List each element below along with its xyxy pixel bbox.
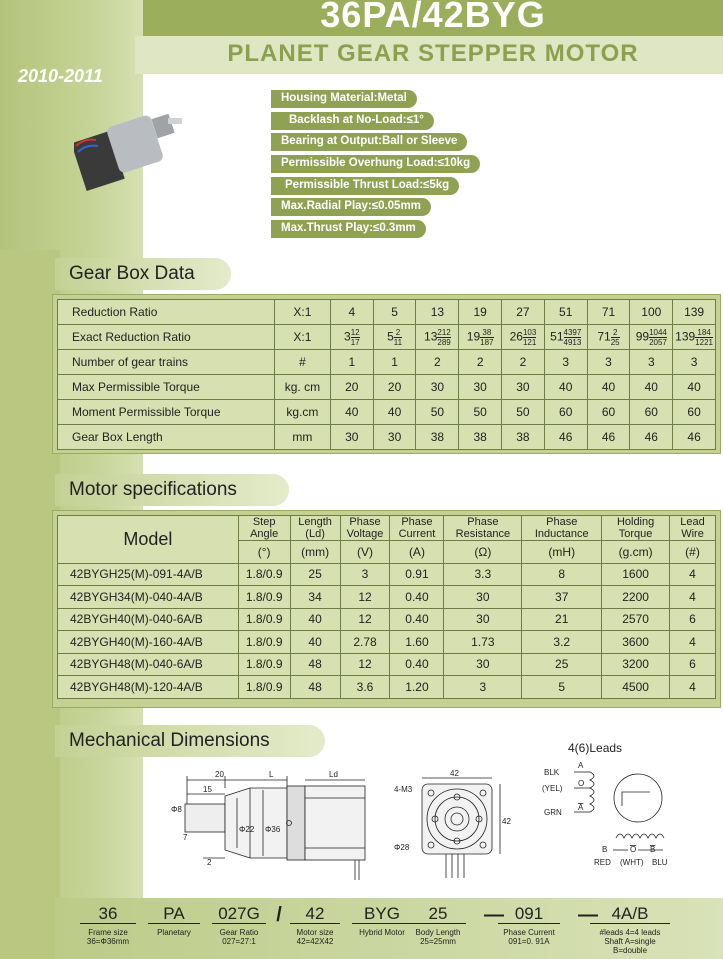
row-label: Moment Permissible Torque (58, 400, 275, 425)
code-description: #leads 4=4 leads Shaft A=single B=double (599, 928, 661, 955)
pin-o: O (578, 779, 585, 788)
table-row (58, 653, 716, 676)
dim-phi8: Φ8 (171, 805, 182, 814)
spec-housing: Housing Material:Metal (271, 90, 417, 108)
fraction-cell (459, 325, 502, 350)
wire-grn: GRN (544, 808, 562, 817)
numerator: 184 (695, 328, 713, 338)
dim-L: L (269, 770, 274, 779)
numerator: 4397 (563, 327, 582, 337)
fraction-cell (673, 325, 716, 350)
numerator: 1044 (649, 327, 667, 337)
numerator: 2 (395, 327, 401, 337)
table-cell: 48 (290, 653, 340, 676)
table-cell: 30 (416, 375, 459, 400)
model-header: Model (58, 516, 239, 564)
dim-7: 7 (183, 833, 188, 842)
table-cell: 19 (459, 300, 502, 325)
whole: 99 (635, 329, 650, 344)
table-cell: 0.40 (390, 586, 444, 609)
table-cell: 2200 (602, 586, 670, 609)
table-cell: 30 (444, 608, 522, 631)
pin-bbar: B (650, 845, 656, 854)
dim-20: 20 (215, 770, 224, 779)
table-cell: 20 (330, 375, 373, 400)
model-cell: 42BYGH40(M)-160-4A/B (58, 631, 239, 654)
table-cell: 3 (544, 350, 587, 375)
table-cell: 30 (373, 425, 416, 450)
table-cell: 60 (544, 400, 587, 425)
table-cell: 12 (340, 608, 390, 631)
table-cell: 71 (587, 300, 630, 325)
table-cell: 1.20 (390, 676, 444, 699)
table-cell: 4 (670, 586, 716, 609)
code-description: Phase Current 091=0. 91A (503, 928, 555, 946)
code-description: Body Length 25=25mm (415, 928, 461, 946)
denominator: 11 (393, 337, 403, 347)
model-cell: 42BYGH40(M)-040-6A/B (58, 608, 239, 631)
row-label: Number of gear trains (58, 350, 275, 375)
code-segment: 4A/B (590, 904, 670, 924)
table-cell: 1.73 (444, 631, 522, 654)
table-cell: 50 (416, 400, 459, 425)
table-cell: 1.8/0.9 (238, 586, 290, 609)
table-cell: 27 (502, 300, 545, 325)
dim-phi28: Φ28 (394, 843, 410, 852)
table-cell: 46 (544, 425, 587, 450)
mech-heading: Mechanical Dimensions (55, 725, 325, 757)
leads-label: 4(6)Leads (568, 741, 623, 755)
table-cell: 1.60 (390, 631, 444, 654)
unit-cell: X:1 (274, 325, 330, 350)
whole: 13 (424, 329, 438, 344)
header-row (58, 516, 716, 541)
table-cell: 50 (502, 400, 545, 425)
table-cell: 40 (330, 400, 373, 425)
left-band-lower (0, 250, 60, 959)
code-segment: — (578, 904, 598, 926)
table-cell: 40 (290, 631, 340, 654)
table-cell: 20 (373, 375, 416, 400)
code-description: Motor size 42=42X42 (296, 928, 334, 946)
denominator: 17 (350, 337, 360, 347)
column-header: Holding Torque (602, 516, 670, 541)
whole: 26 (509, 329, 523, 344)
table-cell: 2 (416, 350, 459, 375)
unit-cell: kg. cm (274, 375, 330, 400)
whole: 5 (387, 329, 394, 344)
denominator: 187 (480, 337, 494, 347)
wire-yel: (YEL) (542, 784, 563, 793)
whole: 139 (675, 329, 696, 344)
table-cell: 1.8/0.9 (238, 563, 290, 586)
table-cell: 30 (459, 375, 502, 400)
dim-4-M3: 4-M3 (394, 785, 413, 794)
code-description: Planetary (157, 928, 191, 937)
table-cell: 40 (630, 375, 673, 400)
table-cell: 30 (330, 425, 373, 450)
code-segment: — (484, 904, 504, 926)
column-header: Step Angle (238, 516, 290, 541)
table-cell: 1 (330, 350, 373, 375)
spec-thrust: Permissible Thrust Load:≤5kg (271, 177, 459, 195)
table-cell: 2.78 (340, 631, 390, 654)
table-cell: 3 (444, 676, 522, 699)
pin-a: A (578, 761, 584, 770)
denominator: 1221 (695, 337, 713, 347)
dim-42-top: 42 (450, 769, 459, 778)
table-cell: 30 (502, 375, 545, 400)
fraction-cell (544, 325, 587, 350)
fraction-cell (502, 325, 545, 350)
table-cell: 5 (373, 300, 416, 325)
unit-cell: kg.cm (274, 400, 330, 425)
table-cell: 40 (544, 375, 587, 400)
table-cell: 4 (330, 300, 373, 325)
unit-cell: (g.cm) (602, 541, 670, 564)
table-cell: 4 (670, 563, 716, 586)
column-header: Lead Wire (670, 516, 716, 541)
table-row (58, 631, 716, 654)
table-cell: 3 (340, 563, 390, 586)
unit-cell: X:1 (274, 300, 330, 325)
unit-cell: (V) (340, 541, 390, 564)
table-cell: 46 (587, 425, 630, 450)
code-segment: 25 (410, 904, 466, 924)
table-row (58, 400, 716, 425)
whole: 3 (344, 329, 351, 344)
dim-2: 2 (207, 858, 212, 867)
table-row (58, 425, 716, 450)
denominator: 2057 (649, 337, 667, 347)
column-header: Phase Current (390, 516, 444, 541)
page-title: 36PA/42BYG (320, 0, 546, 35)
code-segment: 42 (290, 904, 340, 924)
spec-overhung: Permissible Overhung Load:≤10kg (271, 155, 480, 173)
table-cell: 3 (630, 350, 673, 375)
fraction-cell (373, 325, 416, 350)
pin-abar: A (578, 803, 584, 812)
table-cell: 51 (544, 300, 587, 325)
denominator: 4913 (563, 337, 582, 347)
table-cell: 34 (290, 586, 340, 609)
column-header: Phase Resistance (444, 516, 522, 541)
table-cell: 2 (459, 350, 502, 375)
wiring-diagram (538, 740, 688, 870)
dim-phi36: Φ36 (265, 825, 281, 834)
unit-cell: (°) (238, 541, 290, 564)
wire-wht: (WHT) (620, 858, 644, 867)
pin-b: B (602, 845, 608, 854)
table-cell: 4 (670, 676, 716, 699)
motor-heading: Motor specifications (55, 474, 289, 506)
wire-red: RED (594, 858, 611, 867)
table-cell: 30 (444, 653, 522, 676)
table-cell: 139 (673, 300, 716, 325)
spec-radial-play: Max.Radial Play:≤0.05mm (271, 198, 431, 216)
column-header: Phase Inductance (522, 516, 602, 541)
side-view-drawing (165, 768, 385, 883)
whole: 71 (597, 329, 611, 344)
unit-cell: (Ω) (444, 541, 522, 564)
table-cell: 4500 (602, 676, 670, 699)
table-cell: 21 (522, 608, 602, 631)
dim-42-side: 42 (502, 817, 511, 826)
unit-cell: (mH) (522, 541, 602, 564)
table-cell: 25 (522, 653, 602, 676)
table-cell: 1 (373, 350, 416, 375)
model-cell: 42BYGH25(M)-091-4A/B (58, 563, 239, 586)
page-subtitle: PLANET GEAR STEPPER MOTOR (227, 40, 639, 67)
numerator: 103 (522, 327, 537, 337)
code-segment: PA (148, 904, 200, 924)
table-cell: 12 (340, 653, 390, 676)
table-cell: 0.40 (390, 653, 444, 676)
table-cell: 8 (522, 563, 602, 586)
unit-cell: (A) (390, 541, 444, 564)
front-view-drawing (392, 768, 517, 883)
table-cell: 1.8/0.9 (238, 653, 290, 676)
table-cell: 3.6 (340, 676, 390, 699)
table-cell: 100 (630, 300, 673, 325)
unit-cell: (mm) (290, 541, 340, 564)
table-cell: 46 (630, 425, 673, 450)
table-row (58, 300, 716, 325)
year-label: 2010-2011 (18, 66, 103, 86)
row-label: Max Permissible Torque (58, 375, 275, 400)
table-cell: 48 (290, 676, 340, 699)
wire-blu: BLU (652, 858, 668, 867)
table-cell: 3.3 (444, 563, 522, 586)
code-segment: 027G (212, 904, 266, 924)
whole: 51 (550, 329, 564, 344)
model-cell: 42BYGH48(M)-120-4A/B (58, 676, 239, 699)
table-cell: 13 (416, 300, 459, 325)
row-label: Reduction Ratio (58, 300, 275, 325)
table-cell: 46 (673, 425, 716, 450)
table-cell: 30 (444, 586, 522, 609)
fraction-cell (587, 325, 630, 350)
table-cell: 40 (587, 375, 630, 400)
table-cell: 38 (502, 425, 545, 450)
unit-cell: (#) (670, 541, 716, 564)
fraction-cell (416, 325, 459, 350)
denominator: 121 (522, 337, 537, 347)
table-row (58, 350, 716, 375)
code-description: Gear Ratio 027=27:1 (219, 928, 259, 946)
table-row (58, 586, 716, 609)
column-header: Length (Ld) (290, 516, 340, 541)
row-label: Gear Box Length (58, 425, 275, 450)
table-cell: 60 (630, 400, 673, 425)
table-cell: 12 (340, 586, 390, 609)
model-cell: 42BYGH34(M)-040-4A/B (58, 586, 239, 609)
table-cell: 3.2 (522, 631, 602, 654)
gearbox-table (57, 299, 716, 450)
table-row (58, 325, 716, 350)
table-cell: 1.8/0.9 (238, 676, 290, 699)
table-cell: 40 (673, 375, 716, 400)
model-cell: 42BYGH48(M)-040-6A/B (58, 653, 239, 676)
table-cell: 0.91 (390, 563, 444, 586)
table-cell: 3600 (602, 631, 670, 654)
denominator: 25 (610, 337, 620, 347)
table-cell: 1.8/0.9 (238, 608, 290, 631)
table-cell: 5 (522, 676, 602, 699)
numerator: 212 (437, 327, 451, 337)
dim-phi22: Φ22 (239, 825, 255, 834)
table-cell: 40 (373, 400, 416, 425)
denominator: 289 (437, 337, 451, 347)
spec-bearing: Bearing at Output:Ball or Sleeve (271, 133, 467, 151)
code-segment: 091 (498, 904, 560, 924)
table-cell: 38 (459, 425, 502, 450)
motor-table (57, 515, 716, 699)
gearbox-heading: Gear Box Data (55, 258, 231, 290)
table-cell: 3 (587, 350, 630, 375)
fraction-cell (630, 325, 673, 350)
table-cell: 60 (673, 400, 716, 425)
table-cell: 6 (670, 653, 716, 676)
table-cell: 60 (587, 400, 630, 425)
table-cell: 3200 (602, 653, 670, 676)
unit-cell: # (274, 350, 330, 375)
table-cell: 50 (459, 400, 502, 425)
dim-Ld: Ld (329, 770, 338, 779)
motor-panel (52, 510, 721, 708)
column-header: Phase Voltage (340, 516, 390, 541)
code-description: Frame size 36=Φ36mm (86, 928, 130, 946)
table-row (58, 375, 716, 400)
table-cell: 6 (670, 608, 716, 631)
whole: 19 (466, 329, 481, 344)
table-cell: 40 (290, 608, 340, 631)
wire-blk: BLK (544, 768, 560, 777)
table-cell: 1.8/0.9 (238, 631, 290, 654)
table-cell: 3 (673, 350, 716, 375)
table-row (58, 563, 716, 586)
unit-cell: mm (274, 425, 330, 450)
pin-obar: O (630, 845, 637, 854)
numerator: 2 (611, 328, 620, 338)
spec-thrust-play: Max.Thrust Play:≤0.3mm (271, 220, 426, 238)
table-cell: 38 (416, 425, 459, 450)
fraction-cell (330, 325, 373, 350)
table-cell: 25 (290, 563, 340, 586)
motor-photo (74, 108, 184, 194)
code-segment: 36 (80, 904, 136, 924)
table-cell: 1600 (602, 563, 670, 586)
table-cell: 2 (502, 350, 545, 375)
table-row (58, 676, 716, 699)
spec-backlash: Backlash at No-Load:≤1° (271, 112, 434, 130)
table-cell: 37 (522, 586, 602, 609)
table-cell: 4 (670, 631, 716, 654)
numerator: 38 (480, 328, 493, 338)
code-segment: BYG (352, 904, 412, 924)
dim-15: 15 (203, 785, 212, 794)
gearbox-panel (52, 294, 721, 454)
numerator: 12 (350, 327, 360, 337)
feature-list (271, 90, 480, 242)
code-segment: / (276, 904, 282, 926)
table-cell: 0.40 (390, 608, 444, 631)
code-description: Hybrid Motor (359, 928, 405, 937)
row-label: Exact Reduction Ratio (58, 325, 275, 350)
table-row (58, 608, 716, 631)
table-cell: 2570 (602, 608, 670, 631)
